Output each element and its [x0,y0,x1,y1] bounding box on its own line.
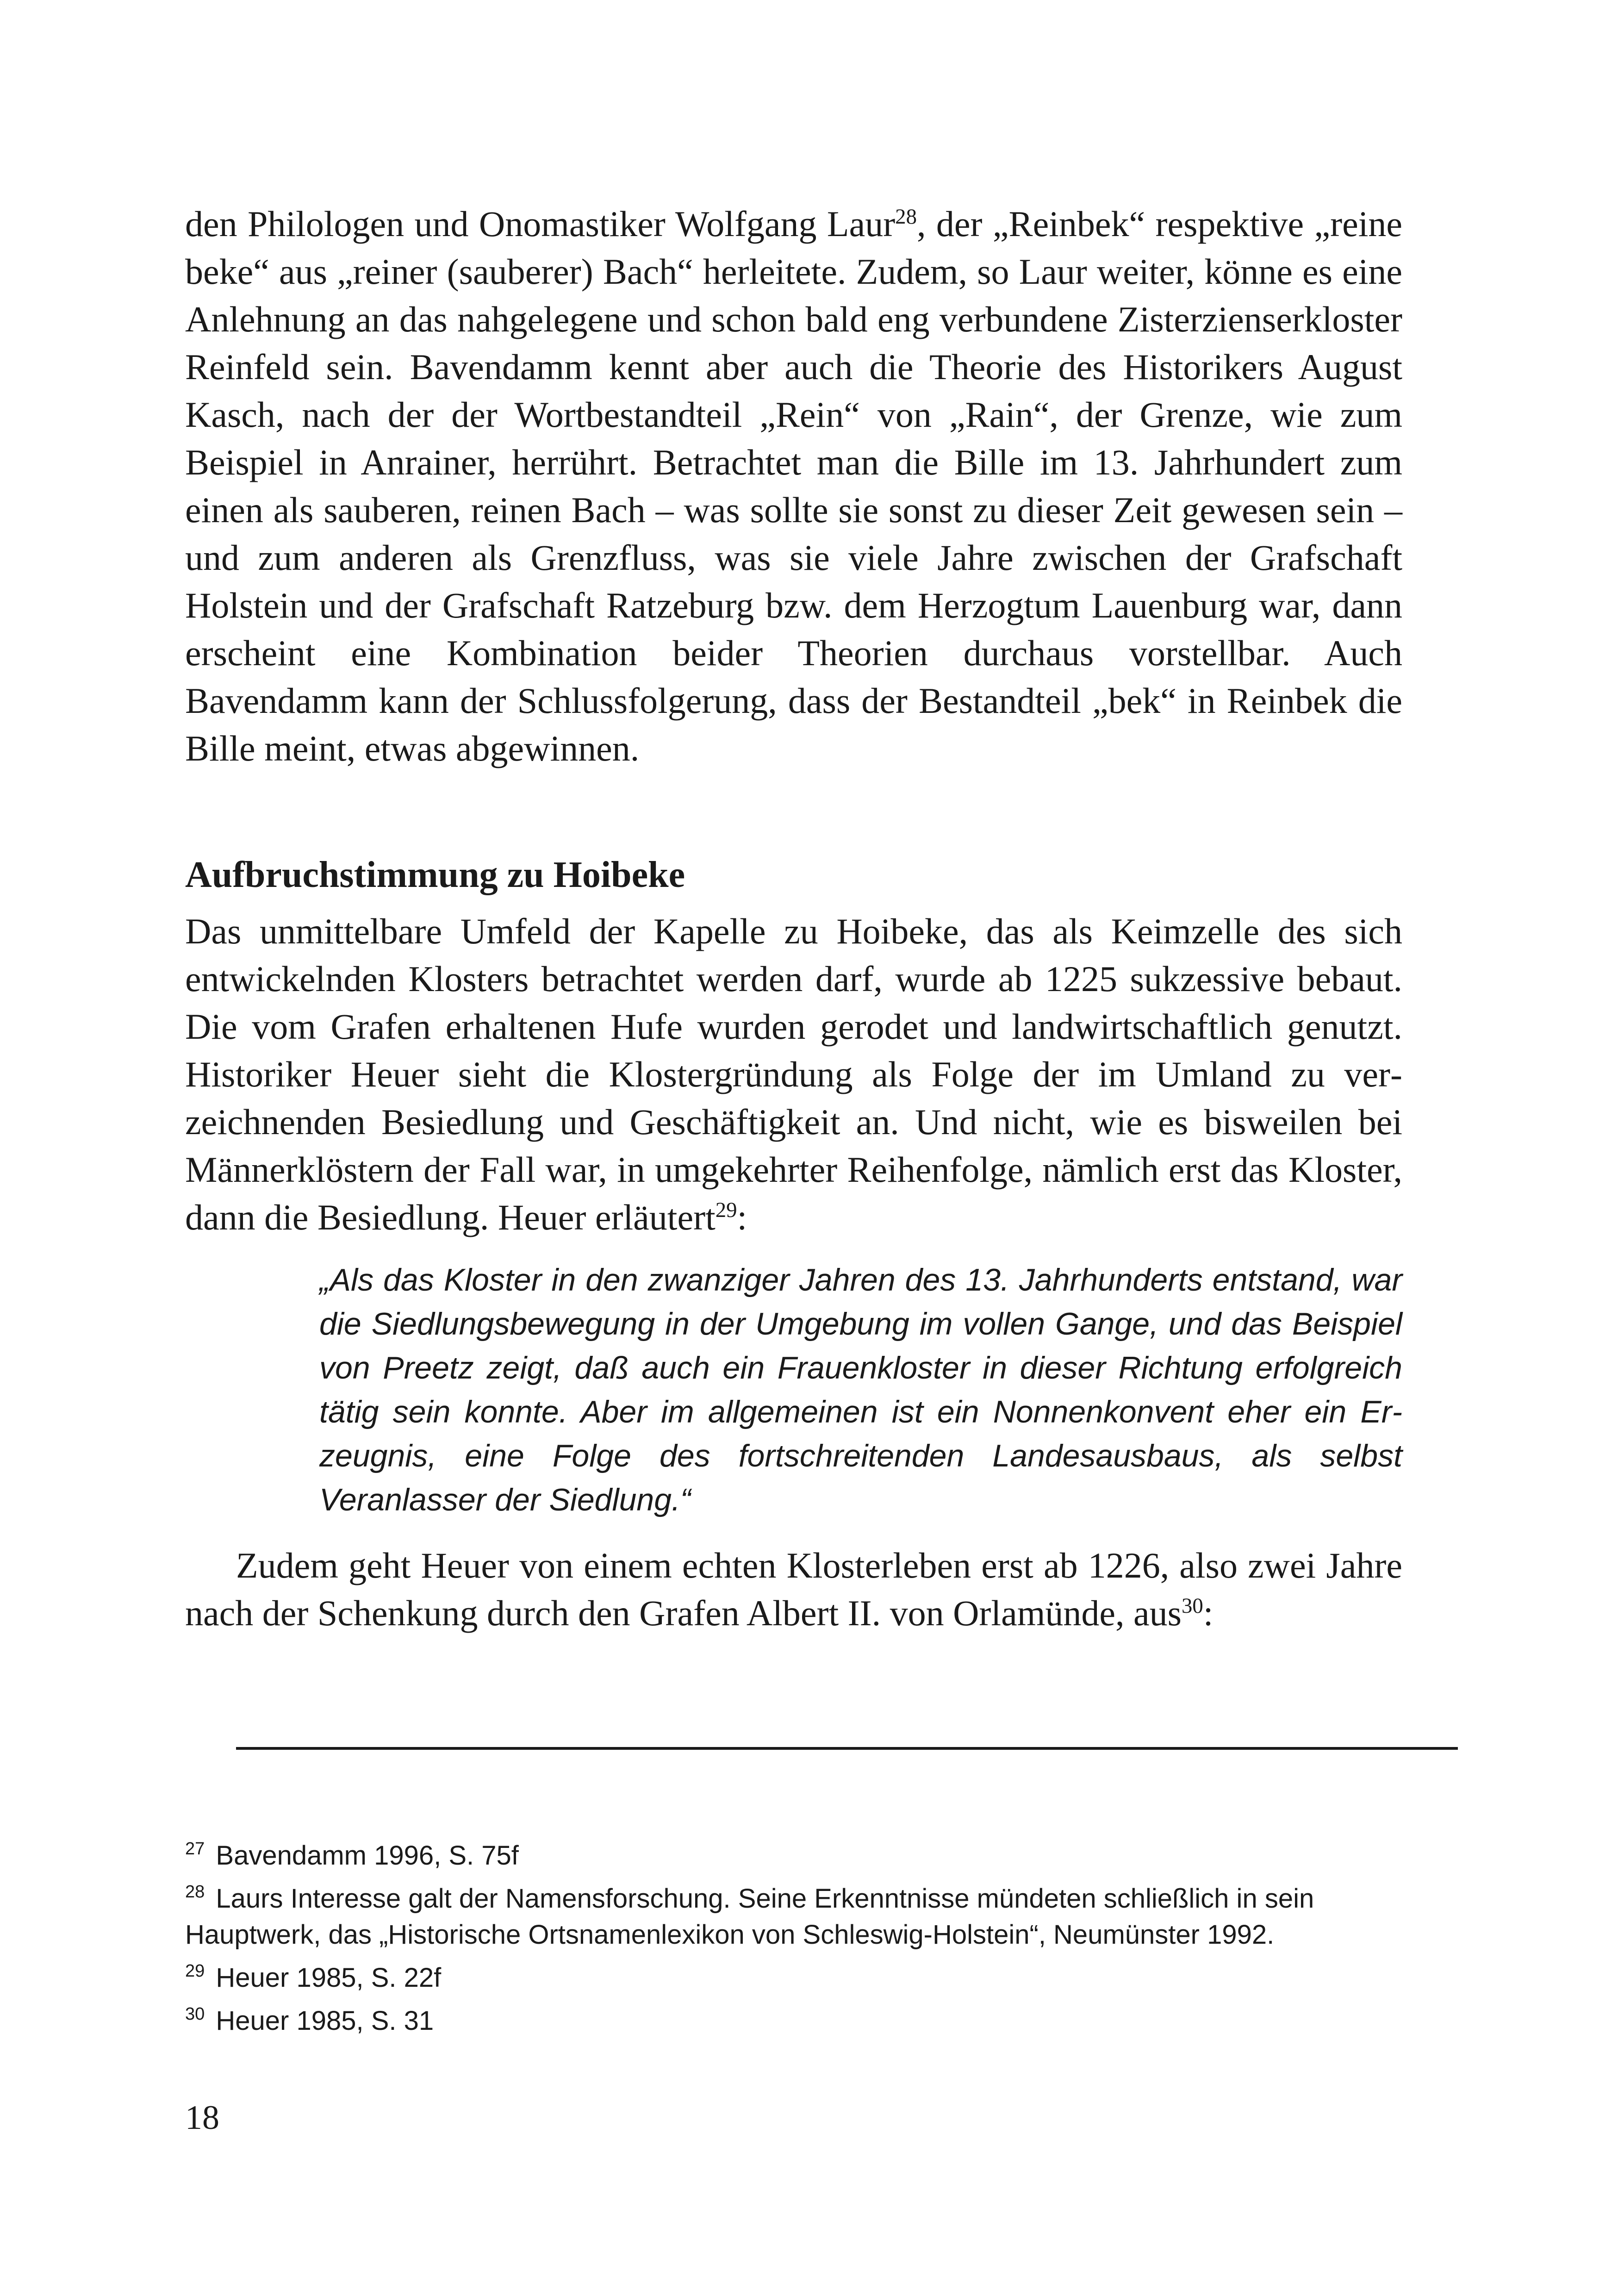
footnotes [185,1831,1435,2039]
paragraph-text: den Philologen und Onomastiker Wolfgang Laur [185,204,896,244]
footnote [185,1953,1435,1996]
section-heading: Aufbruchstimmung zu Hoibeke [185,855,685,895]
footnote-number: 27 [185,1839,205,1859]
footnote-number: 28 [185,1882,205,1902]
footnote-number: 29 [185,1961,205,1981]
footnote-text: Heuer 1985, S. 31 [208,2006,434,2036]
paragraph-text: : [737,1197,747,1237]
footnote-text: Laurs Interesse galt der Namensforschung. Seine Erkenntnisse mündeten schließlich in sein Hauptwerk, das „Historische Ortsnamenlexikon von Schleswig-Holstein“, Neumünster 1992. [185,1884,1314,1950]
page-number: 18 [185,2099,219,2137]
paragraph-text: Zudem geht Heuer von einem echten Klosterleben erst ab 1226, also zwei Jahre nach der Schenkung durch den Grafen Albert II. von Orlamünde, aus [185,1545,1402,1633]
footnote-reference[interactable]: 29 [715,1198,737,1222]
footnote [185,1831,1435,1874]
paragraph-text: Das unmittelbare Umfeld der Kapelle zu Hoibeke, das als Keimzelle des sich entwickelnden Klosters betrachtet werden darf, wurde ab 1225 sukzessive bebaut. Die vom Grafen erhaltenen Hufe wurden gerodet und landwirtschaftlich genutzt. Historiker Heuer sieht die Klostergründung als Folge der im Umland zu verzeichnenden Besiedlung und Geschäftigkeit an. Und nicht, wie es bisweilen bei Männerklöstern der Fall war, in umgekehrter Reihenfolge, nämlich erst das Kloster, dann die Besiedlung. Heuer erläutert [185,911,1402,1237]
body-paragraph [185,907,1402,1241]
body-paragraph [185,200,1402,772]
footnote-separator [236,1747,1458,1750]
footnote [185,1996,1435,2039]
footnote-text: Bavendamm 1996, S. 75f [208,1841,519,1871]
footnote-number: 30 [185,2004,205,2024]
footnote-reference[interactable]: 30 [1181,1594,1203,1618]
block-quote: „Als das Kloster in den zwanziger Jahren des 13. Jahrhunderts entstand, war die Siedlungsbewegung in der Umgebung im vollen Gange, und das Beispiel von Preetz zeigt, daß auch ein Frauenkloster in dieser Richtung erfolgreich tätig sein konnte. Aber im allgemeinen ist ein Nonnenkonvent eher ein Erzeugnis, eine Folge des fortschreitenden Landesausbaus, als selbst Veranlasser der Siedlung.“ [319,1262,1402,1517]
paragraph-text: : [1203,1593,1214,1633]
body-paragraph [185,1541,1402,1637]
paragraph-text: , der „Reinbek“ respektive „reine beke“ aus „reiner (sauberer) Bach“ herleitete. Zudem, so Laur weiter, könne es eine Anlehnung an das nahgelegene und schon bald eng verbundene Zisterzienserkloster Reinfeld sein. Bavendamm kennt aber auch die Theorie des Historikers August Kasch, nach der der Wortbestandteil „Rein“ von „Rain“, der Grenze, wie zum Beispiel in Anrainer, herrührt. Betrachtet man die Bille im 13. Jahrhundert zum einen als sauberen, reinen Bach – was sollte sie sonst zu dieser Zeit gewesen sein – und zum anderen als Grenzfluss, was sie viele Jahre zwischen der Grafschaft Holstein und der Grafschaft Ratzeburg bzw. dem Herzogtum Lauenburg war, dann erscheint eine Kombination beider Theorien durchaus vorstellbar. Auch Bavendamm kann der Schlussfolgerung, dass der Bestandteil „bek“ in Reinbek die Bille meint, etwas abgewinnen. [185,204,1402,768]
footnote-reference[interactable]: 28 [895,205,917,229]
footnote [185,1874,1435,1953]
footnote-text: Heuer 1985, S. 22f [208,1963,442,1993]
